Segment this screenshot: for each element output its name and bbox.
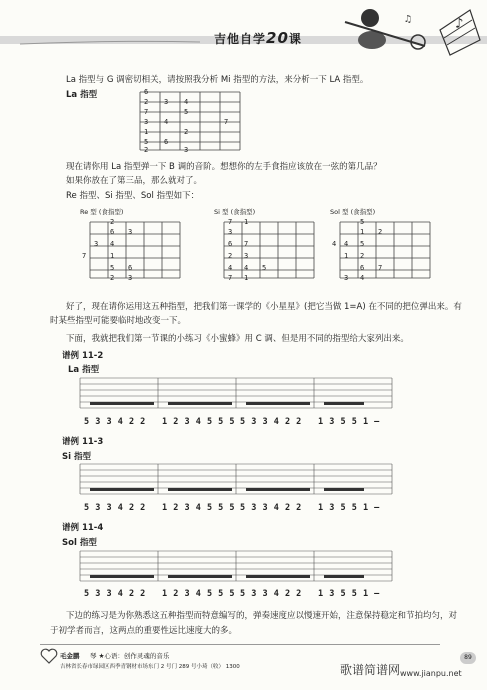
svg-text:1: 1 bbox=[244, 274, 249, 282]
svg-text:3: 3 bbox=[184, 146, 189, 154]
svg-text:3: 3 bbox=[228, 228, 233, 236]
svg-text:7: 7 bbox=[244, 240, 249, 248]
numbered-notation-11-4-m3: 5 3 3 4 2 2 bbox=[240, 589, 302, 599]
svg-text:2: 2 bbox=[378, 228, 383, 236]
svg-text:6: 6 bbox=[128, 264, 133, 272]
svg-text:♫: ♫ bbox=[405, 14, 412, 25]
svg-text:7: 7 bbox=[82, 252, 87, 260]
svg-text:4: 4 bbox=[110, 240, 115, 248]
svg-text:2: 2 bbox=[110, 218, 115, 226]
numbered-notation-11-3-m1: 5 3 3 4 2 2 bbox=[84, 503, 146, 513]
example-11-3-title: 谱例 11-3 bbox=[62, 437, 104, 447]
heart-icon bbox=[40, 648, 58, 664]
svg-text:2: 2 bbox=[144, 98, 149, 106]
svg-text:3: 3 bbox=[244, 252, 249, 260]
svg-text:2: 2 bbox=[110, 274, 115, 282]
la-diagram-label: La 指型 bbox=[66, 90, 98, 100]
page-title: 吉他自学20课 bbox=[214, 29, 302, 47]
svg-text:7: 7 bbox=[144, 108, 149, 116]
tab-staff-11-4 bbox=[76, 547, 396, 591]
svg-text:3: 3 bbox=[164, 98, 169, 106]
re-fingering-diagram bbox=[80, 216, 190, 284]
svg-text:5: 5 bbox=[360, 218, 365, 226]
svg-text:3: 3 bbox=[94, 240, 99, 248]
numbered-notation-11-4-m1: 5 3 3 4 2 2 bbox=[84, 589, 146, 599]
svg-text:3: 3 bbox=[344, 274, 349, 282]
svg-text:6: 6 bbox=[360, 264, 365, 272]
svg-text:4: 4 bbox=[164, 118, 169, 126]
svg-text:6: 6 bbox=[144, 88, 149, 96]
numbered-notation-11-2-m3: 5 3 3 4 2 2 bbox=[240, 417, 302, 427]
svg-text:♪: ♪ bbox=[455, 16, 464, 32]
outro-text-a: 下边的练习是为你熟悉这五种指型而特意编写的，弹奏速度应以慢速开始，注意保持稳定和节拍均匀，对 bbox=[66, 611, 458, 621]
svg-text:5: 5 bbox=[360, 240, 365, 248]
svg-text:4: 4 bbox=[344, 240, 349, 248]
svg-text:5: 5 bbox=[144, 138, 149, 146]
question-3: Re 指型、Si 指型、Sol 指型如下： bbox=[66, 191, 200, 201]
example-11-4-subtitle: Sol 指型 bbox=[62, 538, 97, 548]
numbered-notation-11-4-m2: 1 2 3 4 5 5 5 bbox=[162, 589, 236, 599]
svg-text:2: 2 bbox=[184, 128, 189, 136]
numbered-notation-11-3-m2: 1 2 3 4 5 5 5 bbox=[162, 503, 236, 513]
sol-fingering-diagram bbox=[330, 216, 440, 284]
svg-text:1: 1 bbox=[344, 252, 349, 260]
page-header bbox=[0, 0, 487, 58]
re-diagram-label: Re 型 (食指型) bbox=[80, 208, 124, 216]
footer-line-1: 琴 ★心语：创作灵魂的音乐 bbox=[90, 652, 170, 660]
example-11-3-subtitle: Si 指型 bbox=[62, 452, 91, 462]
sol-diagram-label: Sol 型 (食指型) bbox=[330, 208, 376, 216]
watermark-text: 歌谱简谱网 bbox=[340, 663, 401, 677]
svg-text:6: 6 bbox=[228, 240, 233, 248]
tab-staff-11-2 bbox=[76, 374, 396, 418]
si-diagram-label: Si 型 (食指型) bbox=[214, 208, 256, 216]
svg-text:2: 2 bbox=[144, 146, 149, 154]
svg-text:3: 3 bbox=[144, 118, 149, 126]
example-11-2-subtitle: La 指型 bbox=[68, 365, 100, 375]
svg-text:7: 7 bbox=[224, 118, 229, 126]
numbered-notation-11-2-m2: 1 2 3 4 5 5 5 bbox=[162, 417, 236, 427]
footer-line-2: 吉林省长春市绿园区西季青钢材市场东门 2 号门 289 号小琦（收） 1300 bbox=[60, 664, 240, 670]
intro-text: La 指型与 G 调密切相关，请按照我分析 Mi 指型的方法，来分析一下 LA 指型。 bbox=[66, 75, 369, 85]
svg-text:5: 5 bbox=[110, 264, 115, 272]
svg-text:4: 4 bbox=[332, 240, 337, 248]
page-number: 89 bbox=[460, 652, 476, 664]
numbered-notation-11-3-m3: 5 3 3 4 2 2 bbox=[240, 503, 302, 513]
svg-text:4: 4 bbox=[360, 274, 365, 282]
la-fingering-diagram bbox=[128, 86, 248, 158]
paragraph-2: 下面，我就把我们第一节课的小练习《小蜜蜂》用 C 调、但是用不同的指型给大家列出来。 bbox=[66, 334, 409, 344]
si-fingering-diagram bbox=[214, 216, 324, 284]
svg-text:3: 3 bbox=[128, 228, 133, 236]
svg-text:7: 7 bbox=[228, 274, 233, 282]
paragraph-1b: 时某些指型可能要临时地改变一下。 bbox=[50, 316, 187, 326]
paragraph-1a: 好了，现在请你运用这五种指型，把我们第一课学的《小星星》(把它当做 1=A) 在不同的把位弹出来。有 bbox=[66, 302, 462, 312]
svg-text:4: 4 bbox=[184, 98, 189, 106]
svg-text:4: 4 bbox=[244, 264, 249, 272]
svg-text:7: 7 bbox=[228, 218, 233, 226]
example-11-4-title: 谱例 11-4 bbox=[62, 523, 104, 533]
svg-text:5: 5 bbox=[184, 108, 189, 116]
svg-text:1: 1 bbox=[244, 218, 249, 226]
example-11-2-title: 谱例 11-2 bbox=[62, 351, 104, 361]
tab-staff-11-3 bbox=[76, 460, 396, 504]
svg-text:1: 1 bbox=[110, 252, 115, 260]
svg-text:3: 3 bbox=[128, 274, 133, 282]
svg-text:1: 1 bbox=[360, 228, 365, 236]
footer-brand: 毛金鹏 bbox=[60, 652, 80, 660]
question-1: 现在请你用 La 指型弹一下 B 调的音阶。想想你的左手食指应该放在一弦的第几品？ bbox=[66, 162, 382, 172]
svg-text:6: 6 bbox=[110, 228, 115, 236]
numbered-notation-11-2-m1: 5 3 3 4 2 2 bbox=[84, 417, 146, 427]
svg-text:2: 2 bbox=[360, 252, 365, 260]
svg-text:7: 7 bbox=[378, 264, 383, 272]
numbered-notation-11-3-m4: 1 3 5 5 1 – bbox=[318, 503, 380, 513]
question-2: 如果你放在了第三品，那么就对了。 bbox=[66, 176, 203, 186]
outro-text-b: 于初学者而言，这两点的重要性远比速度大的多。 bbox=[50, 626, 238, 636]
svg-text:6: 6 bbox=[164, 138, 169, 146]
svg-text:5: 5 bbox=[262, 264, 267, 272]
footer-divider bbox=[40, 644, 440, 645]
watermark-url: www.jianpu.net bbox=[400, 669, 462, 678]
numbered-notation-11-4-m4: 1 3 5 5 1 – bbox=[318, 589, 380, 599]
numbered-notation-11-2-m4: 1 3 5 5 1 – bbox=[318, 417, 380, 427]
svg-text:2: 2 bbox=[228, 252, 233, 260]
svg-text:4: 4 bbox=[228, 264, 233, 272]
svg-text:1: 1 bbox=[144, 128, 149, 136]
